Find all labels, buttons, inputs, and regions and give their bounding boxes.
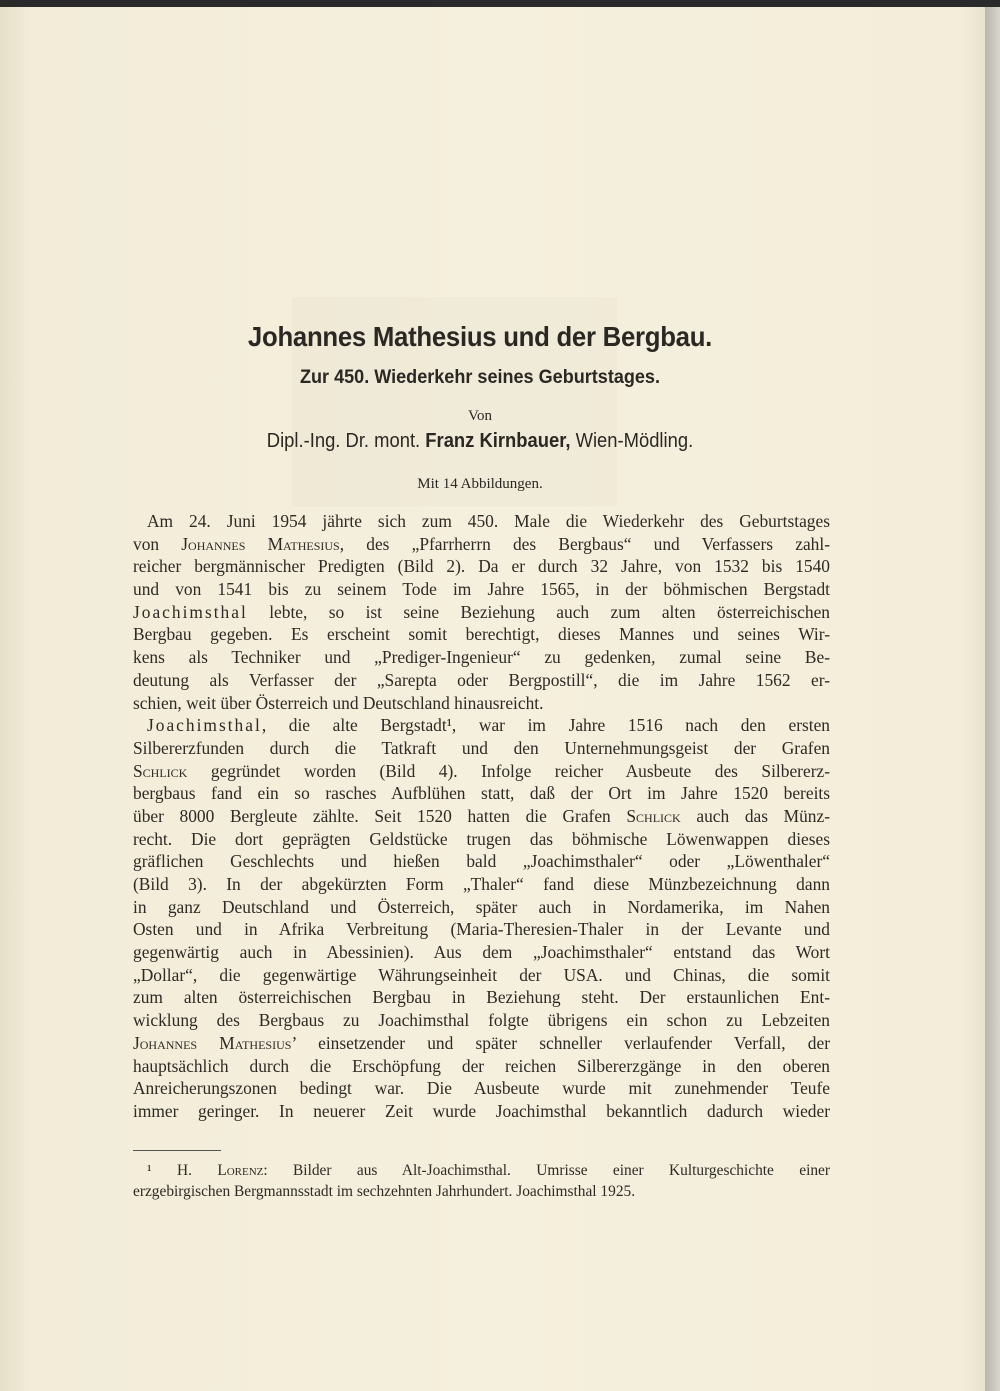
footnote (133, 1160, 830, 1202)
text-segment: lebte, so ist seine Beziehung auch zum alten österreichischen (247, 601, 830, 622)
text-segment: Am 24. Juni 1954 jährte sich zum 450. Male die Wiederkehr des Geburtstages (147, 511, 830, 531)
text-line (133, 782, 830, 805)
text-segment: wicklung des Bergbaus zu Joachimsthal folgte übrigens ein schon zu Lebzeiten (133, 1010, 830, 1031)
text-line (133, 805, 830, 828)
text-segment: ’ einsetzender und später schneller verlaufender Verfall, der (291, 1032, 830, 1053)
text-line (133, 714, 830, 737)
text-line (133, 669, 830, 692)
text-segment: zum alten österreichischen Bergbau in Beziehung steht. Der erstaunlichen Ent- (133, 987, 830, 1008)
text-line (133, 918, 830, 941)
text-line (133, 1055, 830, 1078)
scan-top-border (0, 0, 1000, 7)
author-place: Wien-Mödling. (575, 430, 694, 452)
scan-right-edge (985, 7, 1000, 1391)
text-line (133, 1009, 830, 1032)
text-segment: von (133, 533, 182, 554)
text-segment: Johannes Mathesius (181, 533, 340, 554)
footnote-line (133, 1181, 830, 1202)
text-line (133, 964, 830, 987)
article-title: Johannes Mathesius und der Bergbau. (247, 321, 713, 352)
footnote-rule (133, 1150, 221, 1151)
text-segment: Osten und in Afrika Verbreitung (Maria-Theresien-Thaler in der Levante und (133, 919, 830, 940)
text-line (133, 646, 830, 669)
text-segment: (Bild 3). In der abgekürzten Form „Thaler“ fand diese Münzbezeichnung dann (133, 874, 830, 894)
author-name: Franz Kirnbauer, (425, 430, 571, 452)
text-line (133, 1077, 830, 1100)
text-line (133, 533, 830, 556)
text-line (133, 578, 830, 601)
author-prefix: Dipl.-Ing. Dr. mont. (266, 430, 421, 452)
article-subtitle: Zur 450. Wiederkehr seines Geburtstages. (300, 367, 660, 388)
text-line (133, 555, 830, 578)
text-segment: Bergbau gegeben. Es erscheint somit berechtigt, dieses Mannes und seines Wir- (133, 624, 830, 645)
text-segment: Lorenz (217, 1162, 264, 1179)
text-line (133, 601, 830, 624)
text-segment: bergbaus fand ein so rasches Aufblühen statt, daß der Ort im Jahre 1520 bereits (133, 783, 830, 804)
text-segment: gegründet worden (Bild 4). Infolge reicher Ausbeute des Silbererz- (187, 760, 830, 781)
text-segment: hauptsächlich durch die Erschöpfung der reichen Silbererzgänge in den oberen (133, 1055, 830, 1076)
text-line (133, 692, 830, 715)
figure-count: Mit 14 Abbildungen. (417, 476, 543, 492)
text-segment: deutung als Verfasser der „Sarepta oder Bergpostill“, die im Jahre 1562 er- (133, 669, 830, 690)
text-segment: , die alte Bergstadt¹, war im Jahre 1516 nach den ersten (261, 715, 830, 736)
text-segment: Anreicherungszonen bedingt war. Die Ausbeute wurde mit zunehmender Teufe (133, 1078, 830, 1099)
text-line (133, 828, 830, 851)
text-line (133, 623, 830, 646)
text-segment: in ganz Deutschland und Österreich, später auch in Nordamerika, im Nahen (133, 896, 830, 917)
text-segment: gräflichen Geschlechts und hießen bald „Joachimsthaler“ oder „Löwenthaler“ (133, 851, 830, 872)
text-segment: „Dollar“, die gegenwärtige Währungseinheit der USA. und Chinas, die somit (133, 964, 830, 985)
text-segment: reicher bergmännischer Predigten (Bild 2). Da er durch 32 Jahre, von 1532 bis 1540 (133, 556, 830, 577)
text-line (133, 873, 830, 896)
text-line (133, 896, 830, 919)
text-segment: Schlick (133, 760, 188, 781)
byline-von: Von (468, 408, 492, 424)
text-segment: recht. Die dort geprägten Geldstücke trugen das böhmische Löwenwappen dieses (133, 828, 830, 849)
text-segment: erzgebirgischen Bergmannsstadt im sechzehnten Jahrhundert. Joachimsthal 1925. (133, 1183, 636, 1200)
text-line (133, 1100, 830, 1123)
text-line (133, 850, 830, 873)
text-segment: ¹ H. (147, 1162, 218, 1179)
author-line (38, 430, 921, 453)
text-line (133, 510, 830, 533)
text-segment: Schlick (626, 805, 681, 826)
text-segment: gegenwärtig auch in Abessinien). Aus dem „Joachimsthaler“ entstand das Wort (133, 942, 830, 963)
text-segment: Joachimsthal (147, 715, 262, 736)
text-line (133, 1032, 830, 1055)
text-line (133, 760, 830, 783)
text-segment: , des „Pfarrherrn des Bergbaus“ und Verfassers zahl- (339, 533, 830, 554)
body-text (133, 510, 830, 1123)
text-segment: über 8000 Bergleute zählte. Seit 1520 hatten die Grafen (133, 805, 627, 826)
text-line (133, 737, 830, 760)
footnote-line (133, 1160, 830, 1181)
text-segment: : Bilder aus Alt-Joachimsthal. Umrisse einer Kulturgeschichte einer (263, 1162, 831, 1179)
text-segment: Silbererzfunden durch die Tatkraft und den Unternehmungsgeist der Grafen (133, 737, 830, 758)
text-segment: und von 1541 bis zu seinem Tode im Jahre 1565, in der böhmischen Bergstadt (133, 579, 830, 600)
text-segment: Joachimsthal (133, 601, 248, 622)
text-segment: kens als Techniker und „Prediger-Ingenieur“ zu gedenken, zumal seine Be- (133, 647, 830, 668)
text-segment: auch das Münz- (680, 805, 830, 826)
text-line (133, 941, 830, 964)
text-segment: immer geringer. In neuerer Zeit wurde Joachimsthal bekanntlich dadurch wieder (133, 1100, 830, 1121)
text-segment: Johannes Mathesius (133, 1032, 292, 1053)
text-segment: schien, weit über Österreich und Deutschland hinausreicht. (133, 692, 544, 713)
text-line (133, 986, 830, 1009)
